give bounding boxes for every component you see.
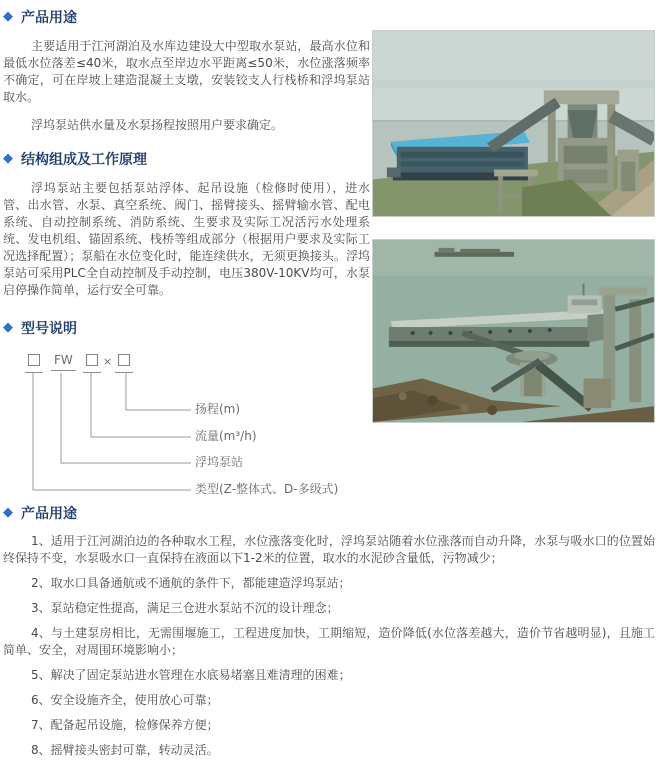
- feature-item: 8、摇臂接头密封可靠，转动灵活。: [31, 743, 219, 757]
- feature-item: 7、配备起吊设施，检修保养方便；: [31, 718, 219, 732]
- left-column: [3, 0, 370, 506]
- diagram-label-station: 浮坞泵站: [195, 455, 244, 469]
- bottom-section-features: [3, 503, 655, 767]
- feature-item: 4、与土建泵房相比，无需围堰施工，工程进度加快，工期缩短，造价降低(水位落差越大，造价节省越明显)，且施工简单、安全，对周围环境影响小；: [3, 626, 655, 657]
- pump-station-photo-river: [372, 239, 655, 423]
- section-title: 结构组成及工作原理: [21, 152, 147, 168]
- photo-shore-illustration: [373, 31, 654, 216]
- placeholder-box: [118, 354, 130, 366]
- feature-item: 5、解决了固定泵站进水管理在水底易堵塞且难清理的困难；: [31, 668, 351, 682]
- diamond-bullet-icon: ◆: [3, 8, 13, 24]
- paragraph: 主要适用于江河湖泊及水库边建设大中型取水泵站，最高水位和最低水位落差≤40米，取水点至岸边水平距离≤50米，水位涨落频率不确定，可在岸坡上建造混凝土支墩，安装铰支人行栈桥和浮坞泵站取水。: [3, 39, 370, 104]
- photo-column: [372, 30, 655, 423]
- model-code-box-head: [115, 354, 133, 373]
- model-code-prefix: FW: [51, 354, 76, 371]
- model-code-diagram: [25, 354, 365, 506]
- section-heading-product-use: [3, 7, 370, 27]
- paragraph: 浮坞泵站供水量及水泵扬程按照用户要求确定。: [31, 118, 284, 132]
- placeholder-box: [28, 354, 40, 366]
- diamond-bullet-icon: ◆: [3, 319, 13, 335]
- section-heading-product-use-2: [3, 503, 655, 523]
- feature-item: 3、泵站稳定性提高，满足三仓进水泵站不沉的设计理念；: [31, 601, 339, 615]
- diamond-bullet-icon: ◆: [3, 504, 13, 520]
- feature-item: 2、取水口具备通航或不通航的条件下，都能建造浮坞泵站；: [31, 576, 351, 590]
- diagram-connector-lines: [25, 373, 195, 505]
- diagram-label-head: 扬程(m): [195, 402, 241, 416]
- photo-river-illustration: [373, 240, 654, 422]
- section-title: 产品用途: [21, 10, 77, 26]
- section-heading-structure-principle: [3, 149, 370, 169]
- pump-station-photo-shore: [372, 30, 655, 217]
- placeholder-box: [86, 354, 98, 366]
- model-code-box-type: [25, 354, 43, 373]
- model-code-box-flow: [83, 354, 101, 373]
- section-title: 产品用途: [21, 506, 77, 522]
- section-heading-model-description: [3, 318, 370, 338]
- paragraph: 浮坞泵站主要包括泵站浮体、起吊设施（检修时使用），进水管、出水管、水泵、真空系统、阀门、摇臂接头、摇臂输水管、配电系统、自动控制系统、消防系统、生要求及实际工况活污水处理系统、发电机组、锚固系统、栈桥等组成部分（根据用户要求及实际工况选择配置）；泵船在水位变化时，能连续供水，无须更换接头。浮坞泵站可采用PLC全自动控制及手动控制，电压380V-10KV均可，水泵启停操作简单，运行安全可靠。: [3, 181, 370, 297]
- diagram-label-type: 类型(Z-整体式、D-多级式): [195, 482, 339, 496]
- feature-item: 1、适用于江河湖泊边的各种取水工程，水位涨落变化时，浮坞泵站随着水位涨落而自动升降，水泵与吸水口的位置始终保持不变，水泵吸水口一直保持在液面以下1-2米的位置，取水的水泥砂含量低，污物减少；: [3, 534, 655, 565]
- feature-item: 6、安全设施齐全，使用放心可靠；: [31, 693, 219, 707]
- multiply-sign: ×: [103, 355, 113, 368]
- section-title: 型号说明: [21, 321, 77, 337]
- diamond-bullet-icon: ◆: [3, 150, 13, 166]
- diagram-label-flow: 流量(m³/h): [195, 429, 257, 443]
